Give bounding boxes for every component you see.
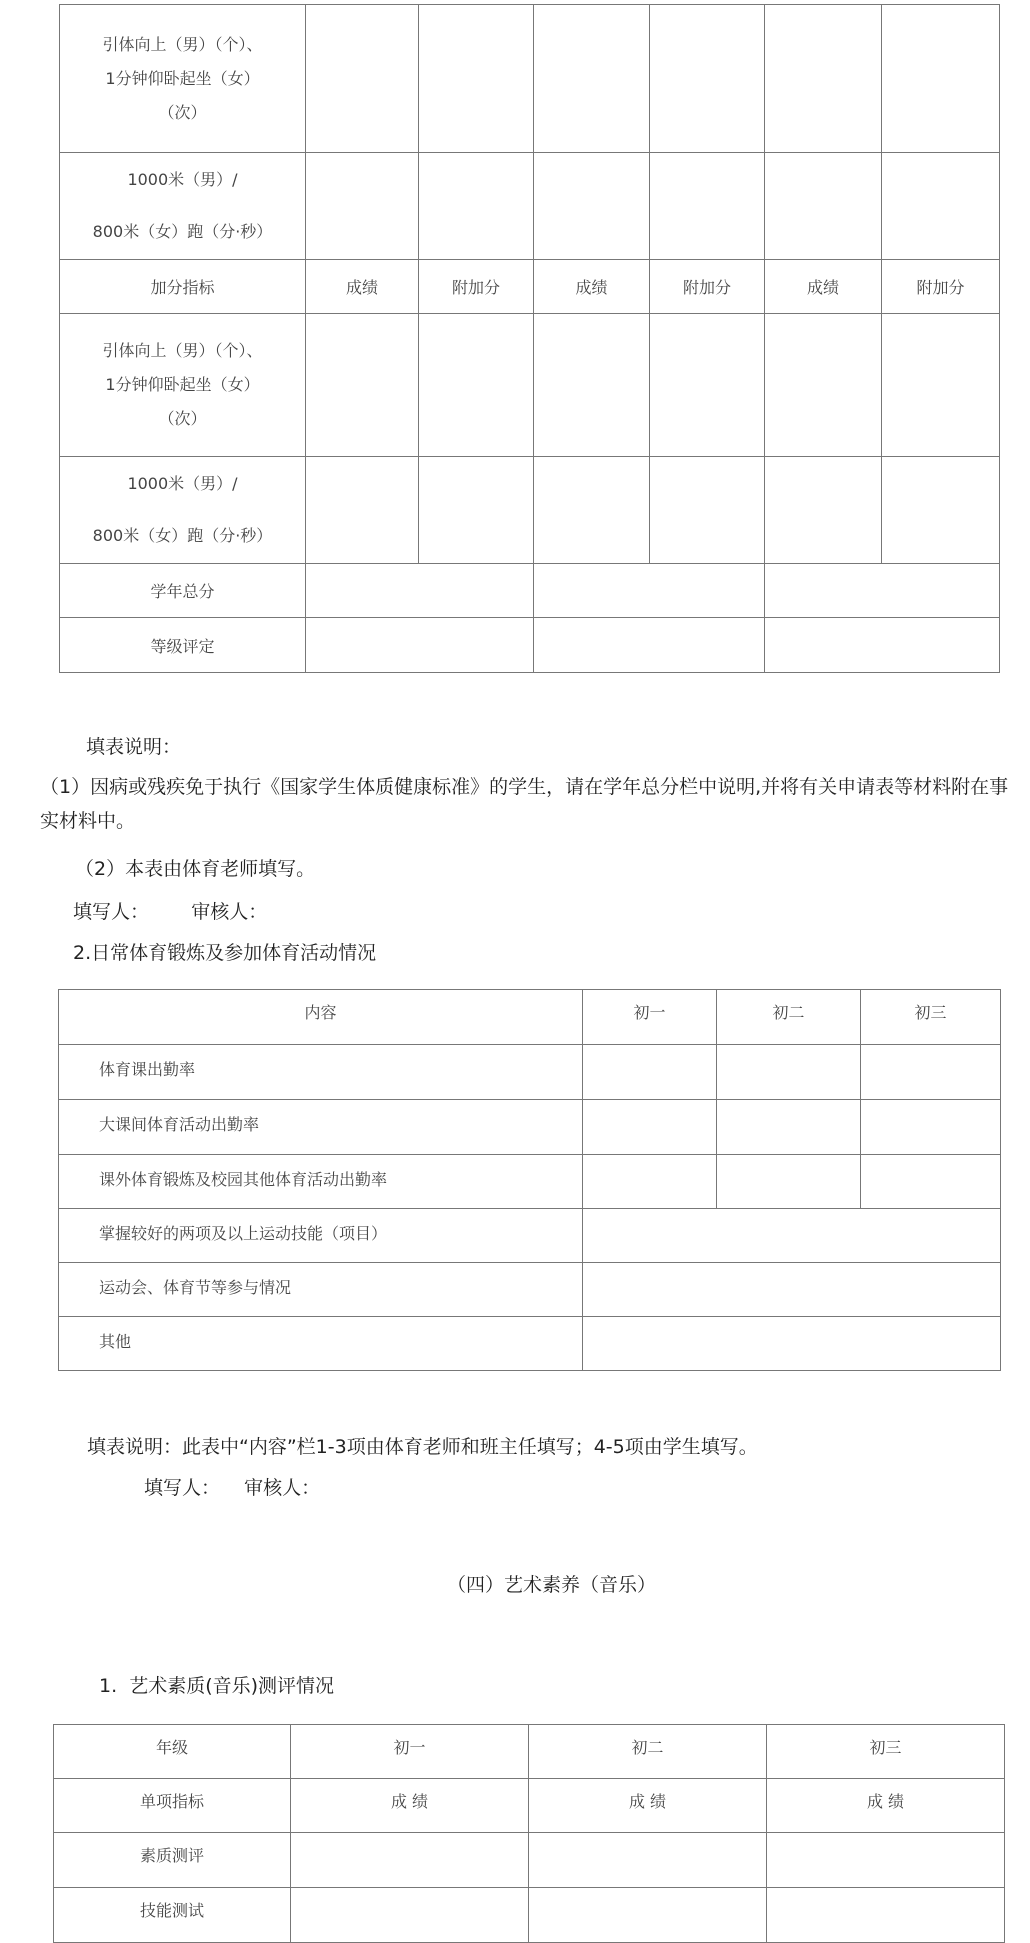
row-label: 引体向上（男）（个）、 1分钟仰卧起坐（女） （次）: [60, 314, 306, 457]
cell: [650, 5, 765, 153]
cell: [419, 5, 534, 153]
merged-cell: [583, 1317, 1001, 1371]
col-header: 成绩: [534, 260, 650, 314]
row-label: 技能测试: [54, 1888, 291, 1943]
cell: [583, 1155, 717, 1209]
header-grade-2: 初二: [717, 990, 861, 1045]
row-label: 其他: [59, 1317, 583, 1371]
cell: [419, 457, 534, 564]
sub-header-score: 成 绩: [529, 1779, 767, 1833]
cell: [861, 1155, 1001, 1209]
cell: [882, 5, 1000, 153]
cell: [767, 1888, 1005, 1943]
col-header: 附加分: [419, 260, 534, 314]
activity-table: [58, 989, 1001, 1371]
fitness-table: [59, 4, 1000, 673]
cell: [583, 1100, 717, 1155]
row-label: 加分指标: [60, 260, 306, 314]
cell: [419, 314, 534, 457]
cell: [583, 1045, 717, 1100]
cell: [861, 1100, 1001, 1155]
col-header: 附加分: [650, 260, 765, 314]
header-grade-3: 初三: [767, 1725, 1005, 1779]
header-grade-1: 初一: [583, 990, 717, 1045]
merged-cell: [765, 564, 1000, 618]
notes-2-signers: 填写人： 审核人：: [144, 1477, 321, 1499]
cell: [534, 153, 650, 260]
row-label: 素质测评: [54, 1833, 291, 1888]
merged-cell: [583, 1263, 1001, 1317]
cell: [534, 314, 650, 457]
cell: [291, 1888, 529, 1943]
col-header: 成绩: [765, 260, 882, 314]
sub-header-score: 成 绩: [767, 1779, 1005, 1833]
cell: [861, 1045, 1001, 1100]
row-label: 1000米（男）/ 800米（女）跑（分·秒）: [60, 153, 306, 260]
cell: [419, 153, 534, 260]
cell: [765, 457, 882, 564]
merged-cell: [534, 564, 765, 618]
row-label: 引体向上（男）（个）、 1分钟仰卧起坐（女） （次）: [60, 5, 306, 153]
row-label: 学年总分: [60, 564, 306, 618]
row-label: 掌握较好的两项及以上运动技能（项目）: [59, 1209, 583, 1263]
cell: [765, 5, 882, 153]
notes-item-2: （2）本表由体育老师填写。: [75, 858, 316, 880]
sub-header-score: 成 绩: [291, 1779, 529, 1833]
section-4-title: （四）艺术素养（音乐）: [447, 1574, 657, 1596]
notes-2-text: 填表说明：此表中“内容”栏1-3项由体育老师和班主任填写；4-5项由学生填写。: [87, 1436, 758, 1458]
notes-signers: 填写人： 审核人：: [73, 901, 268, 923]
header-grade-1: 初一: [291, 1725, 529, 1779]
notes-title: 填表说明：: [86, 736, 182, 758]
merged-cell: [583, 1209, 1001, 1263]
cell: [306, 153, 419, 260]
header-content: 内容: [59, 990, 583, 1045]
cell: [717, 1100, 861, 1155]
cell: [529, 1888, 767, 1943]
header-grade-2: 初二: [529, 1725, 767, 1779]
cell: [529, 1833, 767, 1888]
merged-cell: [765, 618, 1000, 673]
cell: [306, 314, 419, 457]
row-label: 1000米（男）/ 800米（女）跑（分·秒）: [60, 457, 306, 564]
cell: [306, 5, 419, 153]
header-grade-3: 初三: [861, 990, 1001, 1045]
cell: [534, 5, 650, 153]
art-section-title: 1. 艺术素质(音乐)测评情况: [99, 1675, 335, 1697]
row-label: 体育课出勤率: [59, 1045, 583, 1100]
cell: [765, 153, 882, 260]
cell: [765, 314, 882, 457]
col-header: 附加分: [882, 260, 1000, 314]
cell: [882, 153, 1000, 260]
section-2-title: 2.日常体育锻炼及参加体育活动情况: [73, 942, 377, 964]
cell: [291, 1833, 529, 1888]
col-header: 成绩: [306, 260, 419, 314]
cell: [767, 1833, 1005, 1888]
notes-item-1: （1）因病或残疾免于执行《国家学生体质健康标准》的学生，请在学年总分栏中说明,并将有关申请表等材料附在事实材料中。: [40, 776, 1009, 832]
cell: [650, 457, 765, 564]
row-label: 等级评定: [60, 618, 306, 673]
cell: [717, 1155, 861, 1209]
header-grade: 年级: [54, 1725, 291, 1779]
cell: [650, 314, 765, 457]
art-table: [53, 1724, 1005, 1943]
cell: [650, 153, 765, 260]
cell: [882, 457, 1000, 564]
sub-header-label: 单项指标: [54, 1779, 291, 1833]
merged-cell: [306, 618, 534, 673]
cell: [882, 314, 1000, 457]
row-label: 课外体育锻炼及校园其他体育活动出勤率: [59, 1155, 583, 1209]
cell: [306, 457, 419, 564]
row-label: 运动会、体育节等参与情况: [59, 1263, 583, 1317]
row-label: 大课间体育活动出勤率: [59, 1100, 583, 1155]
cell: [534, 457, 650, 564]
merged-cell: [306, 564, 534, 618]
merged-cell: [534, 618, 765, 673]
cell: [717, 1045, 861, 1100]
